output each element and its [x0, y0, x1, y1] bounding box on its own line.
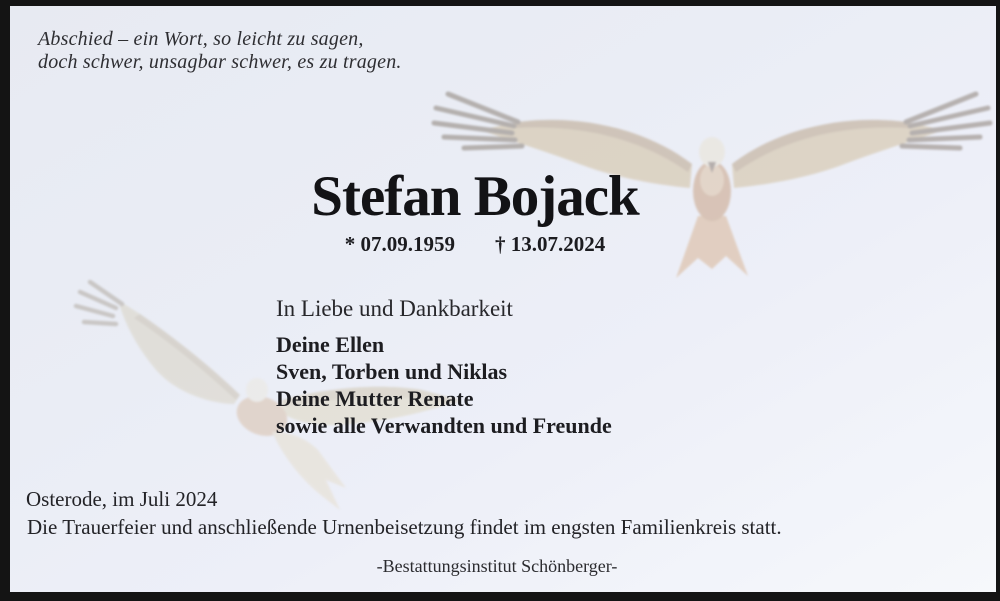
epitaph-quote	[38, 28, 402, 74]
frame-border-bottom	[0, 592, 1000, 601]
frame-border-left	[0, 0, 10, 601]
epitaph-line-2: doch schwer, unsagbar schwer, es zu tragen.	[38, 51, 402, 73]
mourner-line: Deine Mutter Renate	[276, 386, 474, 411]
service-info: Die Trauerfeier und anschließende Urnenbeisetzung findet im engsten Familienkreis statt.	[27, 515, 782, 539]
mourner-line: Deine Ellen	[276, 332, 385, 357]
frame-border-top	[0, 0, 1000, 6]
frame-border-right	[996, 0, 1000, 601]
life-dates	[0, 232, 950, 257]
place-and-date: Osterode, im Juli 2024	[26, 487, 218, 511]
mourner-line: sowie alle Verwandten und Freunde	[276, 413, 612, 438]
epitaph-line-1: Abschied – ein Wort, so leicht zu sagen,	[38, 28, 364, 50]
tribute-intro: In Liebe und Dankbarkeit	[276, 296, 513, 321]
mourners-list	[276, 331, 612, 439]
death-date: † 13.07.2024	[495, 232, 606, 256]
tribute-block	[276, 296, 612, 439]
deceased-name: Stefan Bojack	[311, 165, 639, 228]
memorial-header	[0, 165, 950, 257]
funeral-home-signature: -Bestattungsinstitut Schönberger-	[376, 556, 618, 576]
birth-date: * 07.09.1959	[344, 232, 455, 256]
mourner-line: Sven, Torben und Niklas	[276, 359, 508, 384]
